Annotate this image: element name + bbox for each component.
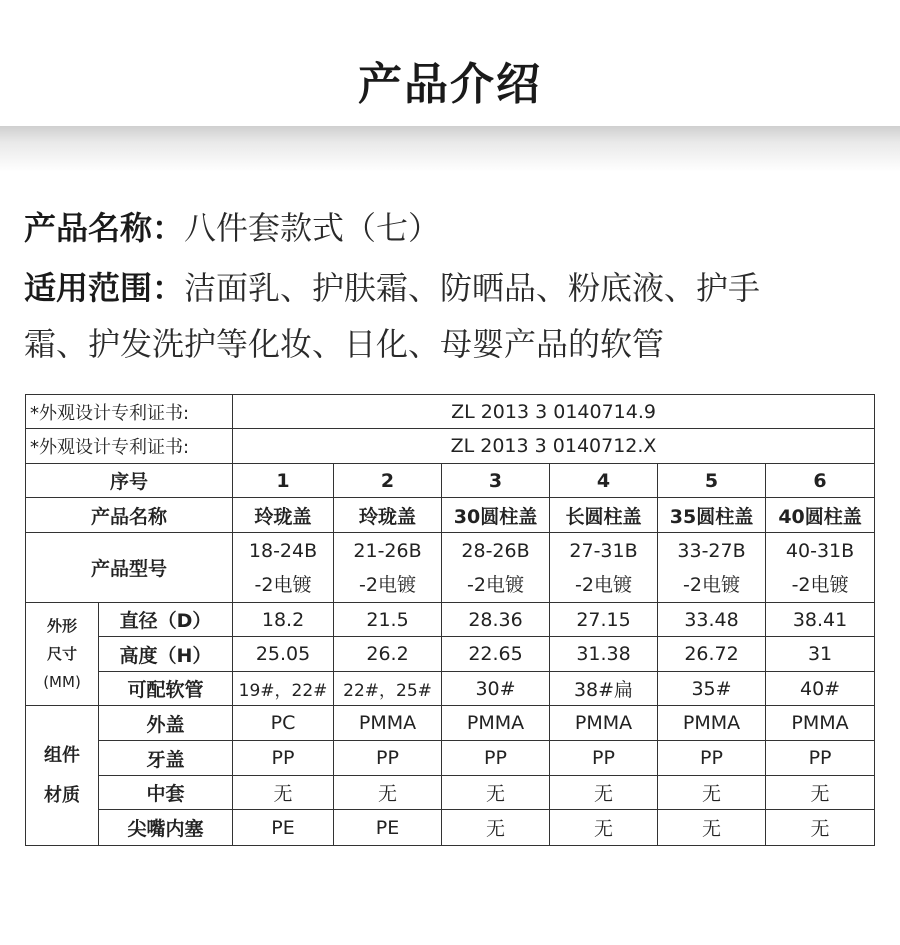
cell: PMMA [766,706,875,741]
model-row [26,533,875,603]
cell: 无 [442,810,550,846]
cell: 无 [550,776,658,810]
cell: 22.65 [442,637,550,672]
model-line: -2电镀 [254,573,312,596]
cell: 31 [766,637,875,672]
cell: 40# [766,672,875,706]
cell: PP [658,741,766,776]
scope-label: 适用范围： [24,269,185,307]
page-title: 产品介绍 [358,59,542,110]
cell: 1 [233,464,334,498]
row-header: 产品型号 [26,533,233,603]
cell: 无 [334,776,442,810]
cell: PMMA [442,706,550,741]
spec-table [25,394,875,846]
cell: 6 [766,464,875,498]
cell: PP [334,741,442,776]
cell: 30# [442,672,550,706]
cell: PC [233,706,334,741]
cell: 长圆柱盖 [550,498,658,533]
cell: 无 [766,776,875,810]
patent-row-2 [26,429,875,464]
cell: 21.5 [334,603,442,637]
cell: 无 [658,810,766,846]
cell [766,533,875,603]
model-line: 21-26B [353,539,422,562]
group-line: 材质 [44,784,80,806]
cell: PP [233,741,334,776]
scope-line-1 [24,268,884,308]
outer-cap-row [26,706,875,741]
cell: 22#，25# [334,672,442,706]
group-line: 尺寸 [46,645,77,663]
cell: 无 [550,810,658,846]
cell: 35# [658,672,766,706]
cell: 无 [233,776,334,810]
row-header: 序号 [26,464,233,498]
row-header: 直径（D） [99,603,233,637]
cell: 30圆柱盖 [442,498,550,533]
cell: 无 [766,810,875,846]
cell: 19#，22# [233,672,334,706]
cell: 18.2 [233,603,334,637]
name-row [26,498,875,533]
model-line: 40-31B [785,539,855,562]
model-line: 28-26B [461,539,530,562]
model-line: 27-31B [569,539,638,562]
model-line: 33-27B [677,539,746,562]
patent-label: *外观设计专利证书: [26,429,233,464]
patent-label: *外观设计专利证书: [26,395,233,429]
model-line: -2电镀 [791,573,849,596]
patent-number: ZL 2013 3 0140712.X [233,429,875,464]
cell: PMMA [658,706,766,741]
cell: 33.48 [658,603,766,637]
scope-value-line2: 霜、护发洗护等化妆、日化、母婴产品的软管 [24,325,665,363]
row-header: 牙盖 [99,741,233,776]
height-row [26,637,875,672]
cell: PP [550,741,658,776]
cell: PE [334,810,442,846]
scope-line-2 [24,324,884,364]
cell: 28.36 [442,603,550,637]
cell: 无 [658,776,766,810]
cell [442,533,550,603]
cell: 27.15 [550,603,658,637]
diameter-row [26,603,875,637]
cell: 5 [658,464,766,498]
product-name-value: 八件套款式（七） [184,209,441,247]
row-header: 产品名称 [26,498,233,533]
cell: PP [766,741,875,776]
patent-number: ZL 2013 3 0140714.9 [233,395,875,429]
cell: PE [233,810,334,846]
cell: 26.2 [334,637,442,672]
model-line: -2电镀 [359,573,416,596]
model-line: -2电镀 [683,573,740,596]
sleeve-row [26,776,875,810]
row-header: 可配软管 [99,672,233,706]
row-header: 尖嘴内塞 [99,810,233,846]
cell: 2 [334,464,442,498]
cell: 38#扁 [550,672,658,706]
cell: 31.38 [550,637,658,672]
model-line: -2电镀 [467,573,524,596]
serial-row [26,464,875,498]
plug-row [26,810,875,846]
scope-value-line1: 洁面乳、护肤霜、防晒品、粉底液、护手 [184,269,761,307]
cell: 无 [442,776,550,810]
thread-cap-row [26,741,875,776]
cell: 3 [442,464,550,498]
tube-row [26,672,875,706]
cell: 26.72 [658,637,766,672]
cell: PP [442,741,550,776]
cell [550,533,658,603]
cell: 4 [550,464,658,498]
cell: 35圆柱盖 [658,498,766,533]
cell: 40圆柱盖 [766,498,875,533]
model-line: -2电镀 [575,573,632,596]
cell: 25.05 [233,637,334,672]
product-name-label: 产品名称： [24,209,185,247]
cell: PMMA [550,706,658,741]
cell: 玲珑盖 [233,498,334,533]
title-divider-shadow [0,126,900,172]
patent-row-1 [26,395,875,429]
cell: PMMA [334,706,442,741]
model-line: 18-24B [248,539,318,562]
group-line: 组件 [44,744,80,766]
cell: 玲珑盖 [334,498,442,533]
cell: 38.41 [766,603,875,637]
group-line: (MM) [43,673,81,691]
row-header: 高度（H） [99,637,233,672]
material-group-header [26,706,99,846]
product-name-line [24,208,884,248]
cell [233,533,334,603]
size-group-header [26,603,99,706]
row-header: 中套 [99,776,233,810]
row-header: 外盖 [99,706,233,741]
group-line: 外形 [46,617,77,635]
cell [334,533,442,603]
cell [658,533,766,603]
